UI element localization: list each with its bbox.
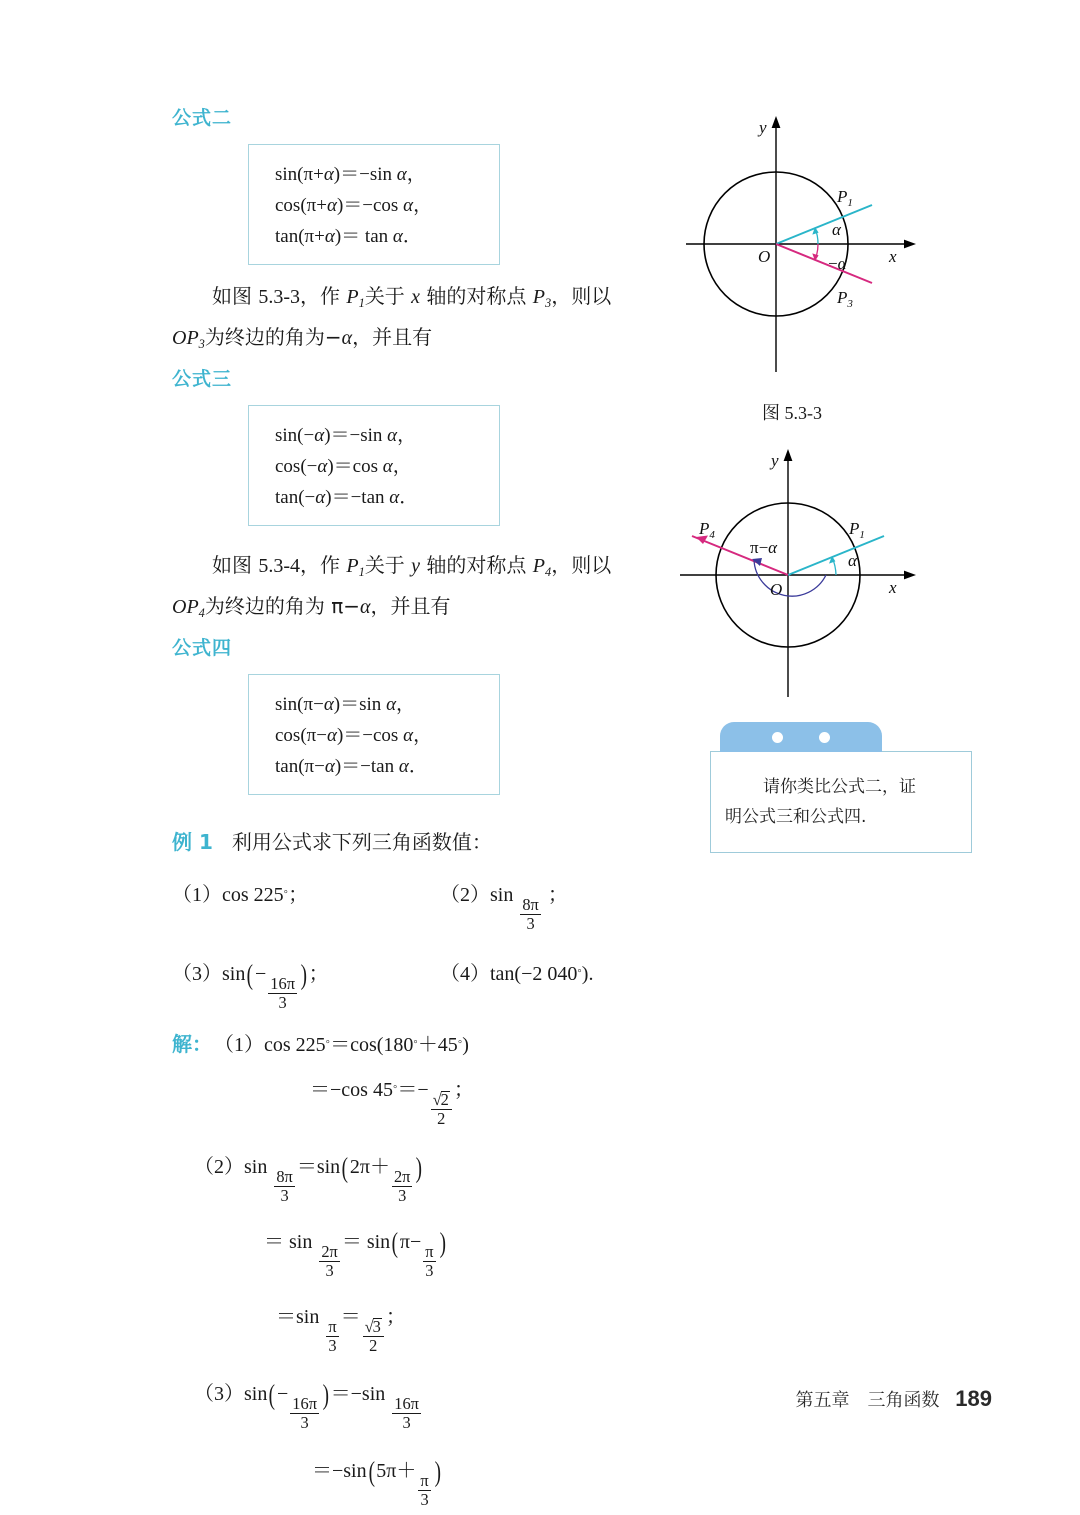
formula-3-line-2: cos(−α)＝cos α， — [275, 455, 412, 477]
note-hole-icon — [772, 732, 783, 743]
figure-5-3-4 — [670, 435, 996, 748]
formula-2-line-3: tan(π+α)＝ tan α． — [275, 226, 422, 247]
footer-chapter: 第五章 三角函数 — [795, 1390, 940, 1411]
page-footer — [0, 1386, 992, 1412]
y-axis-arrow — [784, 449, 793, 461]
sidebar-note — [710, 722, 972, 853]
figures-column — [676, 104, 996, 748]
problem-row-1 — [172, 878, 642, 933]
example-heading — [172, 825, 642, 860]
main-text-column — [172, 104, 642, 1509]
formula-box-4 — [248, 674, 500, 795]
formula-2-line-2: cos(π+α)＝−cos α， — [275, 195, 433, 216]
example-prompt: 利用公式求下列三角函数值： — [231, 829, 492, 854]
formula-4-line-1: sin(π−α)＝sin α， — [275, 693, 416, 715]
note-body — [710, 751, 972, 853]
solution-step-1-expr: （1）cos 225◦＝cos(180◦＋45◦) — [214, 1033, 469, 1056]
ray-p3 — [776, 244, 872, 283]
note-line-1: 请你类比公式二，证 — [763, 777, 916, 797]
x-axis-arrow — [904, 571, 916, 580]
formula-3-line-1: sin(−α)＝−sin α， — [275, 424, 417, 446]
problem-3: （3）sin(− $\frac{16\pi}{3}$ )； — [172, 959, 329, 1013]
ray-p1 — [776, 205, 872, 244]
paragraph-figure-5-3-3: 如图 5.3-3，作 $P_1$关于 x 轴的对称点 $P_3$，则以 — [212, 284, 612, 310]
solution-step-3: （2）sin $\frac{8\pi}{3}$ ＝sin(2π＋ $\frac{2\pi}{3}$ ) — [194, 1152, 423, 1206]
label-p1: $P_1$ — [849, 519, 865, 541]
label-x-axis: x — [889, 247, 897, 266]
problem-row-2 — [172, 957, 642, 1012]
y-axis-arrow — [772, 116, 781, 128]
label-p3: $P_3$ — [837, 288, 853, 310]
label-alpha: α — [832, 220, 841, 239]
heading-formula-2: 公式二 — [172, 107, 233, 129]
page-number: 189 — [955, 1386, 992, 1411]
solution-label: 解： — [172, 1031, 212, 1056]
note-hole-icon — [819, 732, 830, 743]
problem-2: （2）sin $\frac{8\pi}{3}$ ； — [440, 883, 568, 934]
formula-2-line-1: sin(π+α)＝−sin α， — [275, 164, 426, 185]
label-y-axis: y — [771, 451, 779, 470]
caption-5-3-3: 图 5.3-3 — [762, 403, 822, 423]
label-p4: $P_4$ — [699, 519, 715, 541]
solution-step-5: ＝sin $\frac{\pi}{3}$ ＝ $\frac{√3}{2}$ ； — [276, 1305, 406, 1356]
solution-step-2: ＝−cos 45◦＝− $\frac{√2}{2}$ ； — [310, 1078, 474, 1129]
note-line-2: 明公式三和公式四. — [725, 807, 867, 827]
figure-5-3-3-svg — [676, 104, 976, 390]
problem-4: （4）tan(−2 040◦). — [440, 962, 594, 985]
formula-3-line-3: tan(−α)＝−tan α． — [275, 486, 419, 508]
label-neg-alpha: −α — [828, 254, 847, 273]
figure-5-3-3 — [676, 104, 996, 425]
label-y-axis: y — [759, 118, 767, 137]
paragraph-figure-5-3-3-line2: $OP_3$为终边的角为−α，并且有 — [172, 324, 433, 351]
formula-box-3 — [248, 405, 500, 526]
label-origin: O — [758, 247, 771, 266]
solution-step-6: （3）sin(− $\frac{16\pi}{3}$ )＝−sin $\frac{16\pi}{3}$ — [194, 1379, 419, 1433]
label-x-axis: x — [889, 578, 897, 597]
x-axis-arrow — [904, 240, 916, 249]
problem-1: （1）cos 225◦； — [172, 883, 309, 906]
paragraph-figure-5-3-4-line2: $OP_4$为终边的角为 π−α，并且有 — [172, 593, 451, 620]
paragraph-figure-5-3-4: 如图 5.3-4，作 $P_1$关于 y 轴的对称点 $P_4$，则以 — [212, 552, 612, 579]
formula-4-line-2: cos(π−α)＝−cos α， — [275, 724, 433, 746]
example-label: 例 1 — [172, 829, 213, 854]
solution-step-4: ＝ sin $\frac{2\pi}{3}$ ＝ sin(π− $\frac{\pi}{3}$ ) — [264, 1227, 446, 1281]
solution-step-7: ＝−sin(5π＋ $\frac{\pi}{3}$ ) — [312, 1456, 441, 1510]
label-pi-minus-alpha: π−α — [750, 538, 778, 557]
solution-step-1 — [172, 1028, 642, 1057]
heading-formula-3: 公式三 — [172, 367, 233, 390]
figure-5-3-4-svg — [670, 435, 990, 713]
label-origin: O — [770, 580, 783, 599]
heading-formula-4: 公式四 — [172, 636, 233, 659]
label-alpha: α — [848, 551, 857, 570]
note-tab — [720, 722, 882, 752]
formula-box-2 — [248, 144, 500, 265]
label-p1: $P_1$ — [837, 187, 853, 209]
formula-4-line-3: tan(π−α)＝−tan α． — [275, 755, 428, 777]
